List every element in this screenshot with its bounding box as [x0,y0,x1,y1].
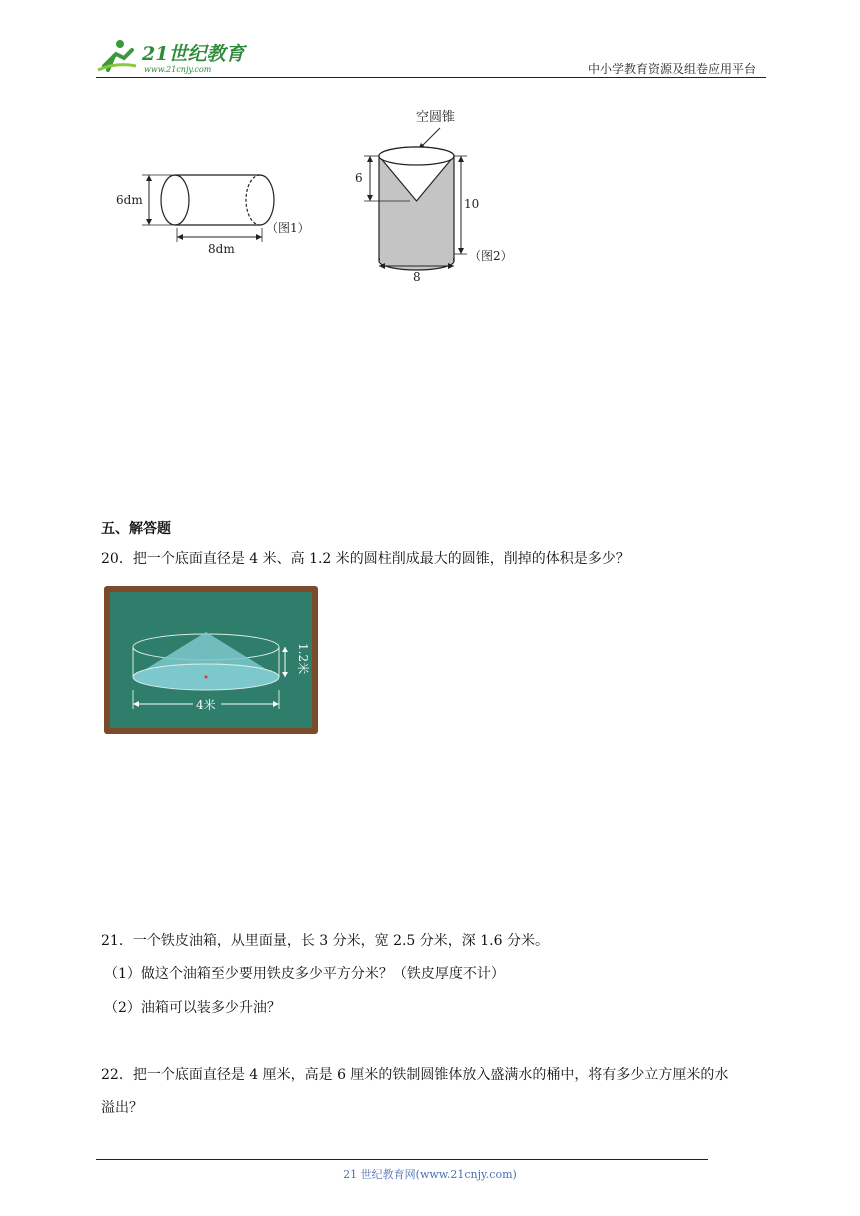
figure1-cylinder [112,162,332,262]
footer-text[interactable]: 21 世纪教育网(www.21cnjy.com) [343,1168,517,1181]
fig2-cone-height: 6 [355,171,363,185]
fig2-title: 空圆锥 [416,110,456,125]
fig2-caption: （图2） [469,249,513,263]
q20-diameter-label: 4米 [196,698,216,712]
fig2-diameter: 8 [413,270,421,284]
question-21-part1: （1）做这个油箱至少要用铁皮多少平方分米？（铁皮厚度不计） [104,966,505,982]
logo-text: 21世纪教育 [142,43,245,65]
q20-chalkboard-diagram [103,585,319,735]
section-title: 五、解答题 [101,521,171,537]
question-20: 20．把一个底面直径是 4 米、高 1.2 米的圆柱削成最大的圆锥，削掉的体积是多少？ [101,551,630,567]
runner-icon [98,40,136,70]
footer-divider [96,1159,708,1160]
q20-height-label: 1.2米 [296,643,310,675]
question-22-line1: 22．把一个底面直径是 4 厘米，高是 6 厘米的铁制圆锥体放入盛满水的桶中，将有多少立方厘米的水 [101,1067,729,1083]
header-platform-text: 中小学教育资源及组卷应用平台 [587,62,756,76]
fig1-length-label: 8dm [208,242,235,256]
question-22-line2: 溢出？ [101,1100,143,1116]
fig1-height-label: 6dm [116,193,143,207]
question-21: 21．一个铁皮油箱，从里面量，长 3 分米，宽 2.5 分米，深 1.6 分米。 [101,933,549,949]
site-logo [96,36,256,76]
question-21-part2: （2）油箱可以装多少升油？ [104,1000,281,1016]
logo-url: www.21cnjy.com [144,65,212,74]
header-divider [96,77,766,78]
figure2-cylinder-cone [350,104,530,284]
fig1-caption: （图1） [266,221,310,235]
fig2-cyl-height: 10 [464,197,480,211]
